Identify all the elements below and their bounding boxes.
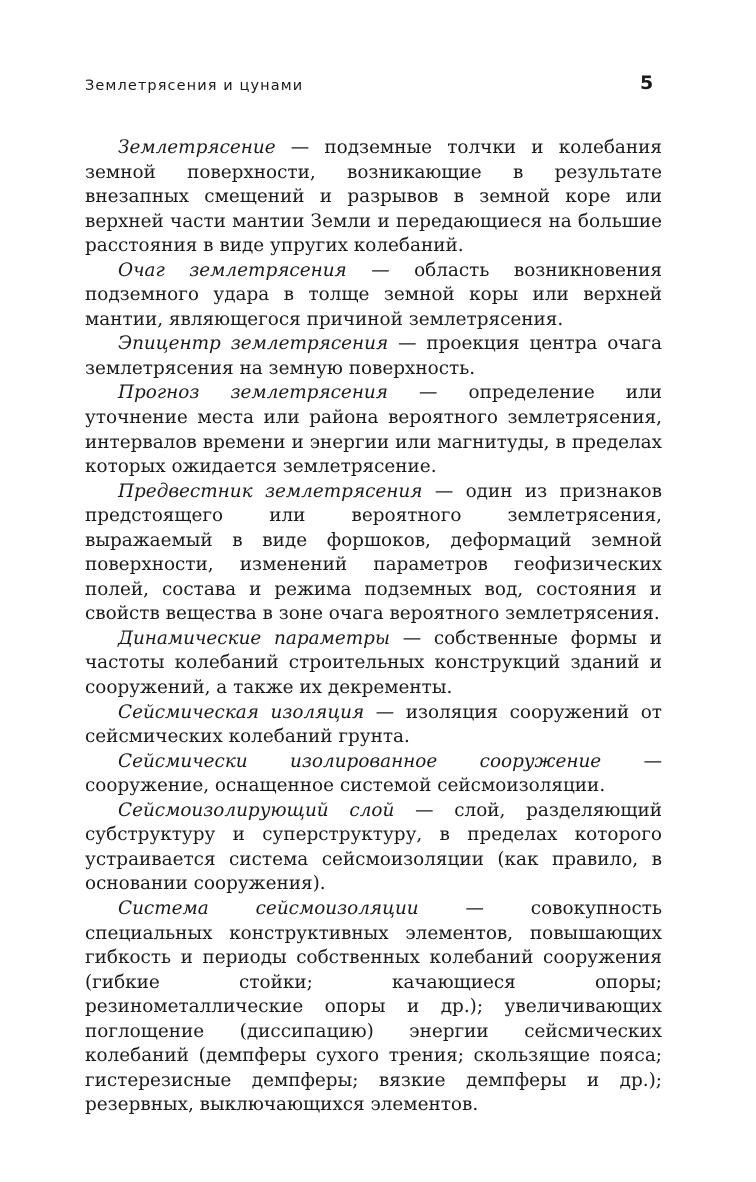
definition-text: собственные формы и частоты колебаний строительных конструкций зданий и сооружений, а также их декременты. bbox=[85, 627, 663, 699]
page-number: 5 bbox=[640, 72, 654, 94]
dash: — bbox=[388, 333, 427, 355]
dash: — bbox=[394, 799, 455, 821]
definition-text: определение или уточнение места или района вероятного землетрясения, интервалов времени и энергии или магнитуды, в пределах которых ожидается землетрясение. bbox=[85, 382, 662, 478]
dash: — bbox=[422, 480, 466, 502]
definition-term: Предвестник землетрясения bbox=[118, 480, 423, 502]
definition-text: область возникновения подземного удара в толще земной коры или верхней мантии, являющегося причиной землетрясения. bbox=[85, 259, 662, 330]
definition-text: слой, разделяющий субструктуру и суперструктуру, в пределах которого устраивается система сейсмоизоляции (как правило, в основании сооружения). bbox=[85, 799, 663, 895]
definition-term: Система сейсмоизоляции bbox=[118, 897, 419, 919]
definition-text: совокупность специальных конструктивных элементов, повышающих гибкость и периоды собственных колебаний сооружения (гибкие стойки; качающиеся опоры; резинометаллические опоры и др.); увеличивающих поглощение (диссипацию) энергии сейсмических колебаний (демпферы сухого трения; скользящие пояса; гистерезисные демпферы; вязкие демпферы и др.); резервных, выключающихся элементов. bbox=[85, 897, 662, 1116]
definition-term: Прогноз землетрясения bbox=[118, 382, 388, 404]
definition-paragraph bbox=[85, 627, 662, 701]
definition-text: сооружение, оснащенное системой сейсмоизоляции. bbox=[85, 775, 606, 797]
dash: — bbox=[601, 750, 662, 772]
dash: — bbox=[387, 382, 469, 404]
running-title: Землетрясения и цунами bbox=[85, 78, 304, 94]
dash: — bbox=[389, 627, 434, 649]
definition-paragraph bbox=[85, 480, 662, 627]
definition-term: Землетрясение bbox=[118, 137, 276, 158]
dash: — bbox=[275, 137, 325, 158]
definition-term: Сейсмически изолированное сооружение bbox=[118, 750, 602, 772]
definition-paragraph bbox=[85, 136, 662, 259]
definition-term: Очаг землетрясения bbox=[118, 259, 347, 281]
dash: — bbox=[346, 259, 415, 281]
definitions-text bbox=[85, 136, 662, 1118]
definition-paragraph bbox=[85, 381, 662, 479]
definition-term: Динамические параметры bbox=[118, 627, 390, 649]
definition-text: подземные толчки и колебания земной поверхности, возникающие в результате внезапных смещений и разрывов в земной коре или верхней части мантии Земли и передающиеся на большие расстояния в виде упругих колебаний. bbox=[85, 137, 662, 257]
definition-paragraph bbox=[85, 897, 662, 1118]
dash: — bbox=[364, 701, 406, 723]
definition-text: изоляция сооружений от сейсмических колебаний грунта. bbox=[85, 701, 662, 748]
definition-paragraph bbox=[85, 750, 662, 799]
definition-paragraph bbox=[85, 799, 662, 897]
definition-term: Эпицентр землетрясения bbox=[118, 333, 389, 355]
definition-text: один из признаков предстоящего или вероятного землетрясения, выражаемый в виде форшоков, деформаций земной поверхности, изменений параметров геофизических полей, состава и режима подземных вод, состояния и свойств вещества в зоне очага вероятного землетрясения. bbox=[85, 480, 662, 625]
definition-text: проекция центра очага землетрясения на земную поверхность. bbox=[85, 333, 663, 379]
definition-term: Сейсмическая изоляция bbox=[118, 701, 365, 723]
definition-term: Сейсмоизолирующий слой bbox=[118, 799, 395, 821]
definition-paragraph bbox=[85, 259, 662, 333]
definition-paragraph bbox=[85, 332, 662, 381]
definition-paragraph bbox=[85, 701, 662, 750]
dash: — bbox=[418, 897, 531, 919]
